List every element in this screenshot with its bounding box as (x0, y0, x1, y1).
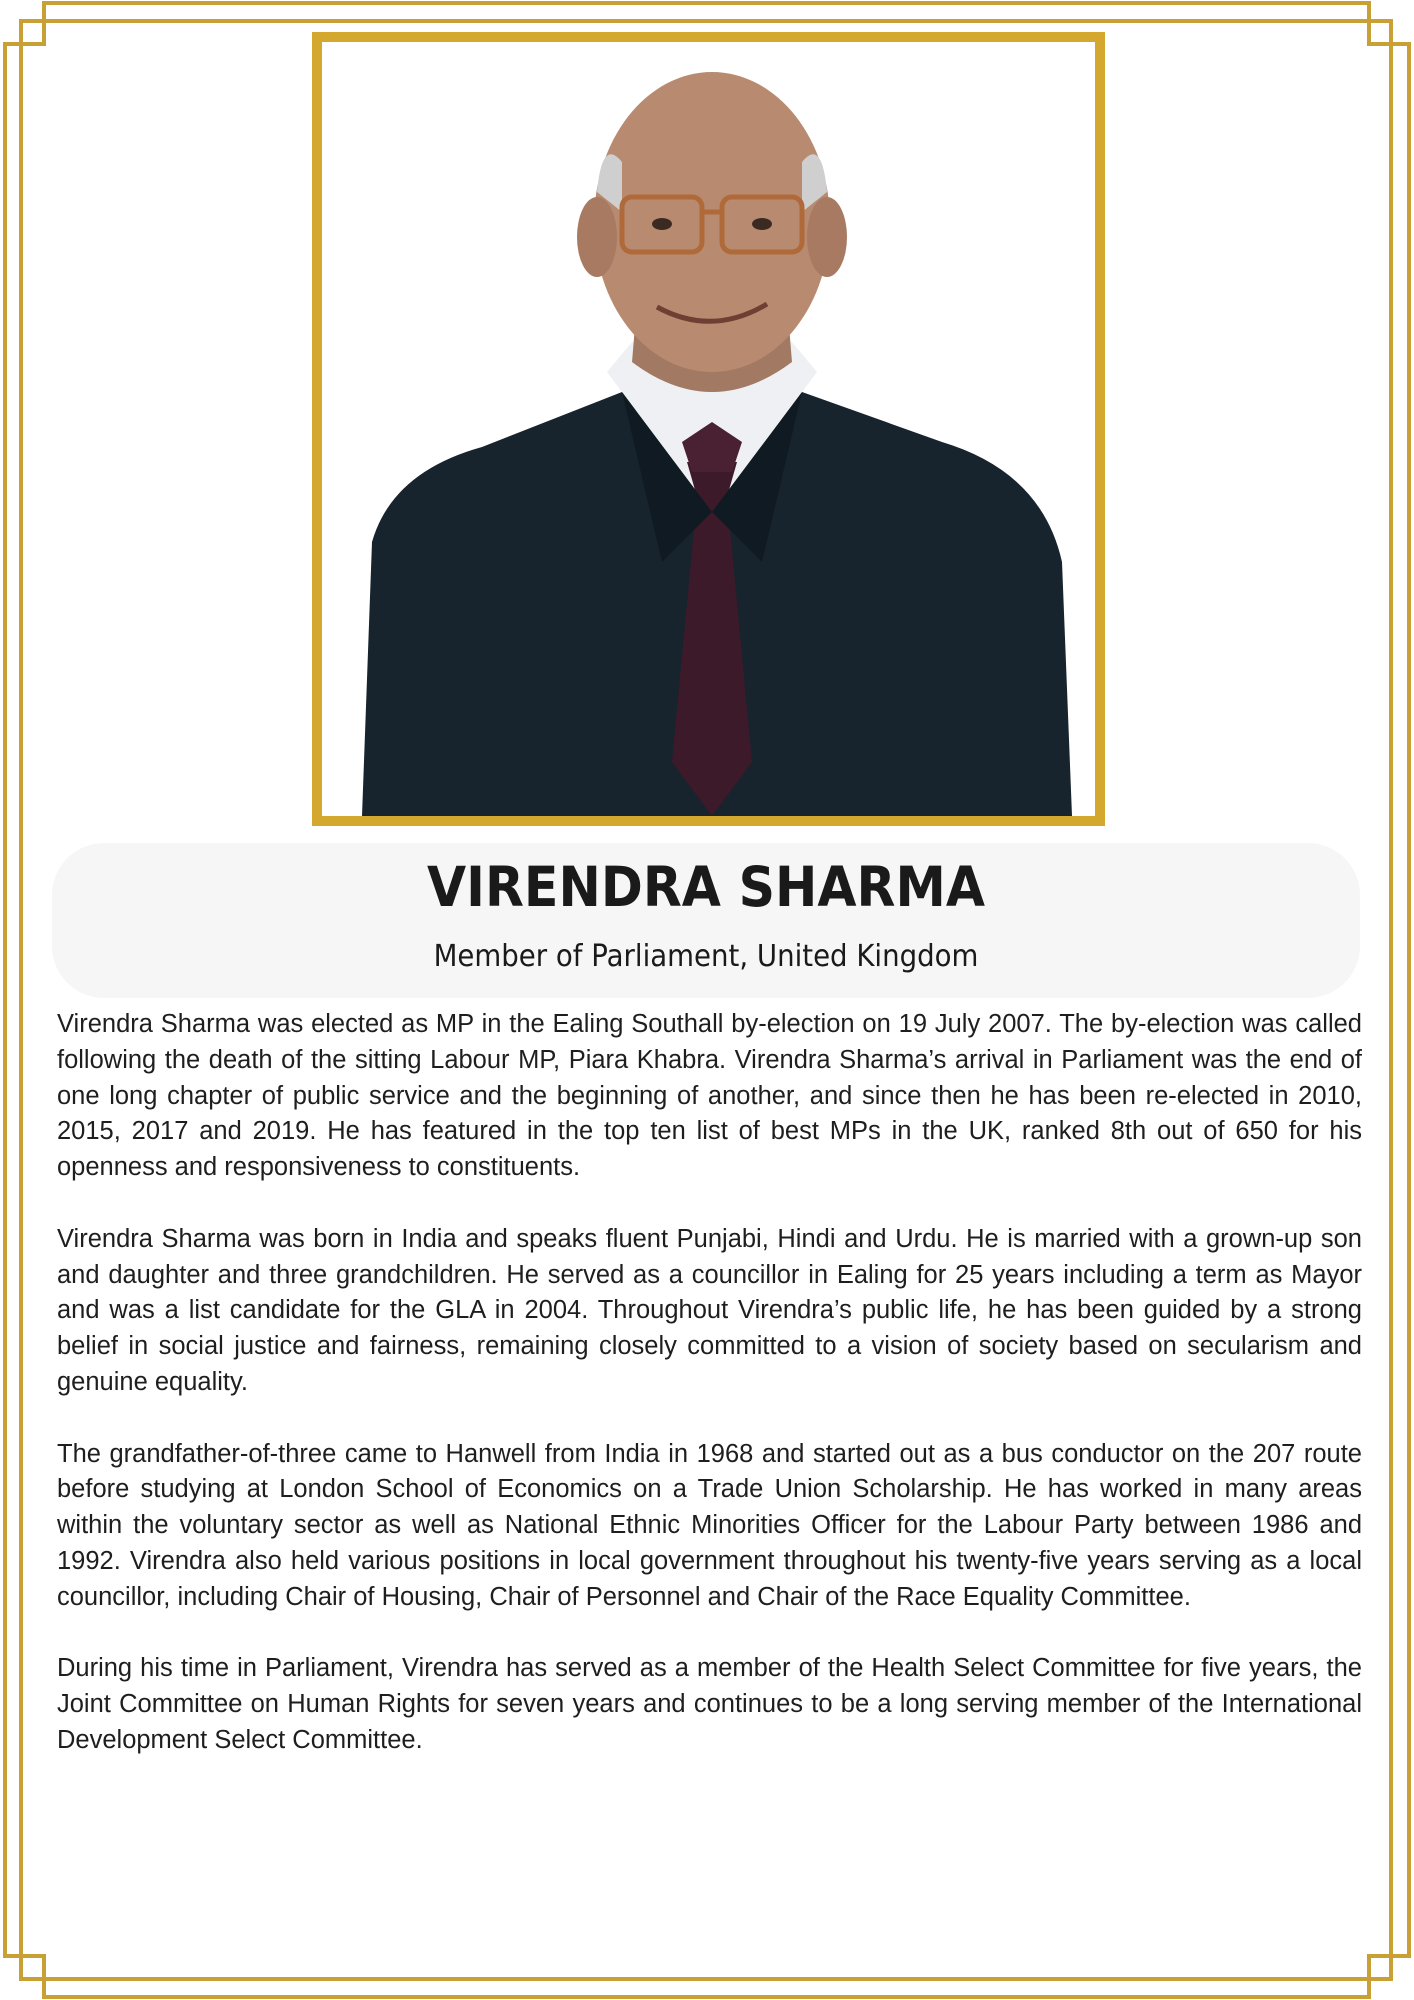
border-line-left-inner (19, 19, 23, 1981)
bio-paragraph: During his time in Parliament, Virendra has served as a member of the Health Select Committee for five years, the Joint Committee on Human Rights for seven years and continues to be a long serving member of the International Development Select Committee. (57, 1654, 1362, 1754)
corner-tr-h (1367, 42, 1411, 46)
bio-paragraph: Virendra Sharma was elected as MP in the Ealing Southall by-election on 19 July 2007. The by-election was called following the death of the sitting Labour MP, Piara Khabra. Virendra Sharma’s arrival in Parliament was the end of one long chapter of public service and the beginning of another, and since then he has been re-elected in 2010, 2015, 2017 and 2019. He has featured in the top ten list of best MPs in the UK, ranked 8th out of 650 for his openness and responsiveness to constituents. (57, 1010, 1362, 1182)
bio-paragraph: Virendra Sharma was born in India and speaks fluent Punjabi, Hindi and Urdu. He is married with a grown-up son and daughter and three grandchildren. He served as a councillor in Ealing for 25 years including a term as Mayor and was a list candidate for the GLA in 2004. Throughout Virendra’s public life, he has been guided by a strong belief in social justice and fairness, remaining closely committed to a vision of society based on secularism and genuine equality. (57, 1224, 1362, 1396)
bio-paragraph: The grandfather-of-three came to Hanwell from India in 1968 and started out as a bus conductor on the 207 route before studying at London School of Economics on a Trade Union Scholarship. He has worked in many areas within the voluntary sector as well as National Ethnic Minorities Officer for the Labour Party between 1986 and 1992. Virendra also held various positions in local government throughout his twenty-five years serving as a local councillor, including Chair of Housing, Chair of Personnel and Chair of the Race Equality Committee. (57, 1439, 1362, 1611)
border-line-top-inner (19, 19, 1393, 23)
border-line-right-outer (1407, 42, 1411, 1958)
biography (57, 1007, 1362, 1795)
corner-tl-h (3, 42, 46, 46)
border-line-top-outer (42, 1, 1371, 5)
border-line-bottom-inner (19, 1977, 1393, 1981)
corner-bl-v (42, 1954, 46, 1999)
corner-tr-v (1367, 1, 1371, 46)
corner-br-v (1367, 1954, 1371, 1999)
person-name: VIRENDRA SHARMA (426, 855, 986, 919)
name-card (52, 843, 1360, 998)
border-line-left-outer (3, 42, 7, 1958)
corner-tl-v (42, 1, 46, 46)
border-line-bottom-outer (42, 1995, 1371, 1999)
portrait-photo (322, 42, 1095, 816)
person-title: Member of Parliament, United Kingdom (433, 939, 979, 974)
portrait-frame (312, 32, 1105, 826)
border-line-right-inner (1389, 19, 1393, 1981)
corner-bl-h (3, 1954, 46, 1958)
corner-br-h (1367, 1954, 1411, 1958)
